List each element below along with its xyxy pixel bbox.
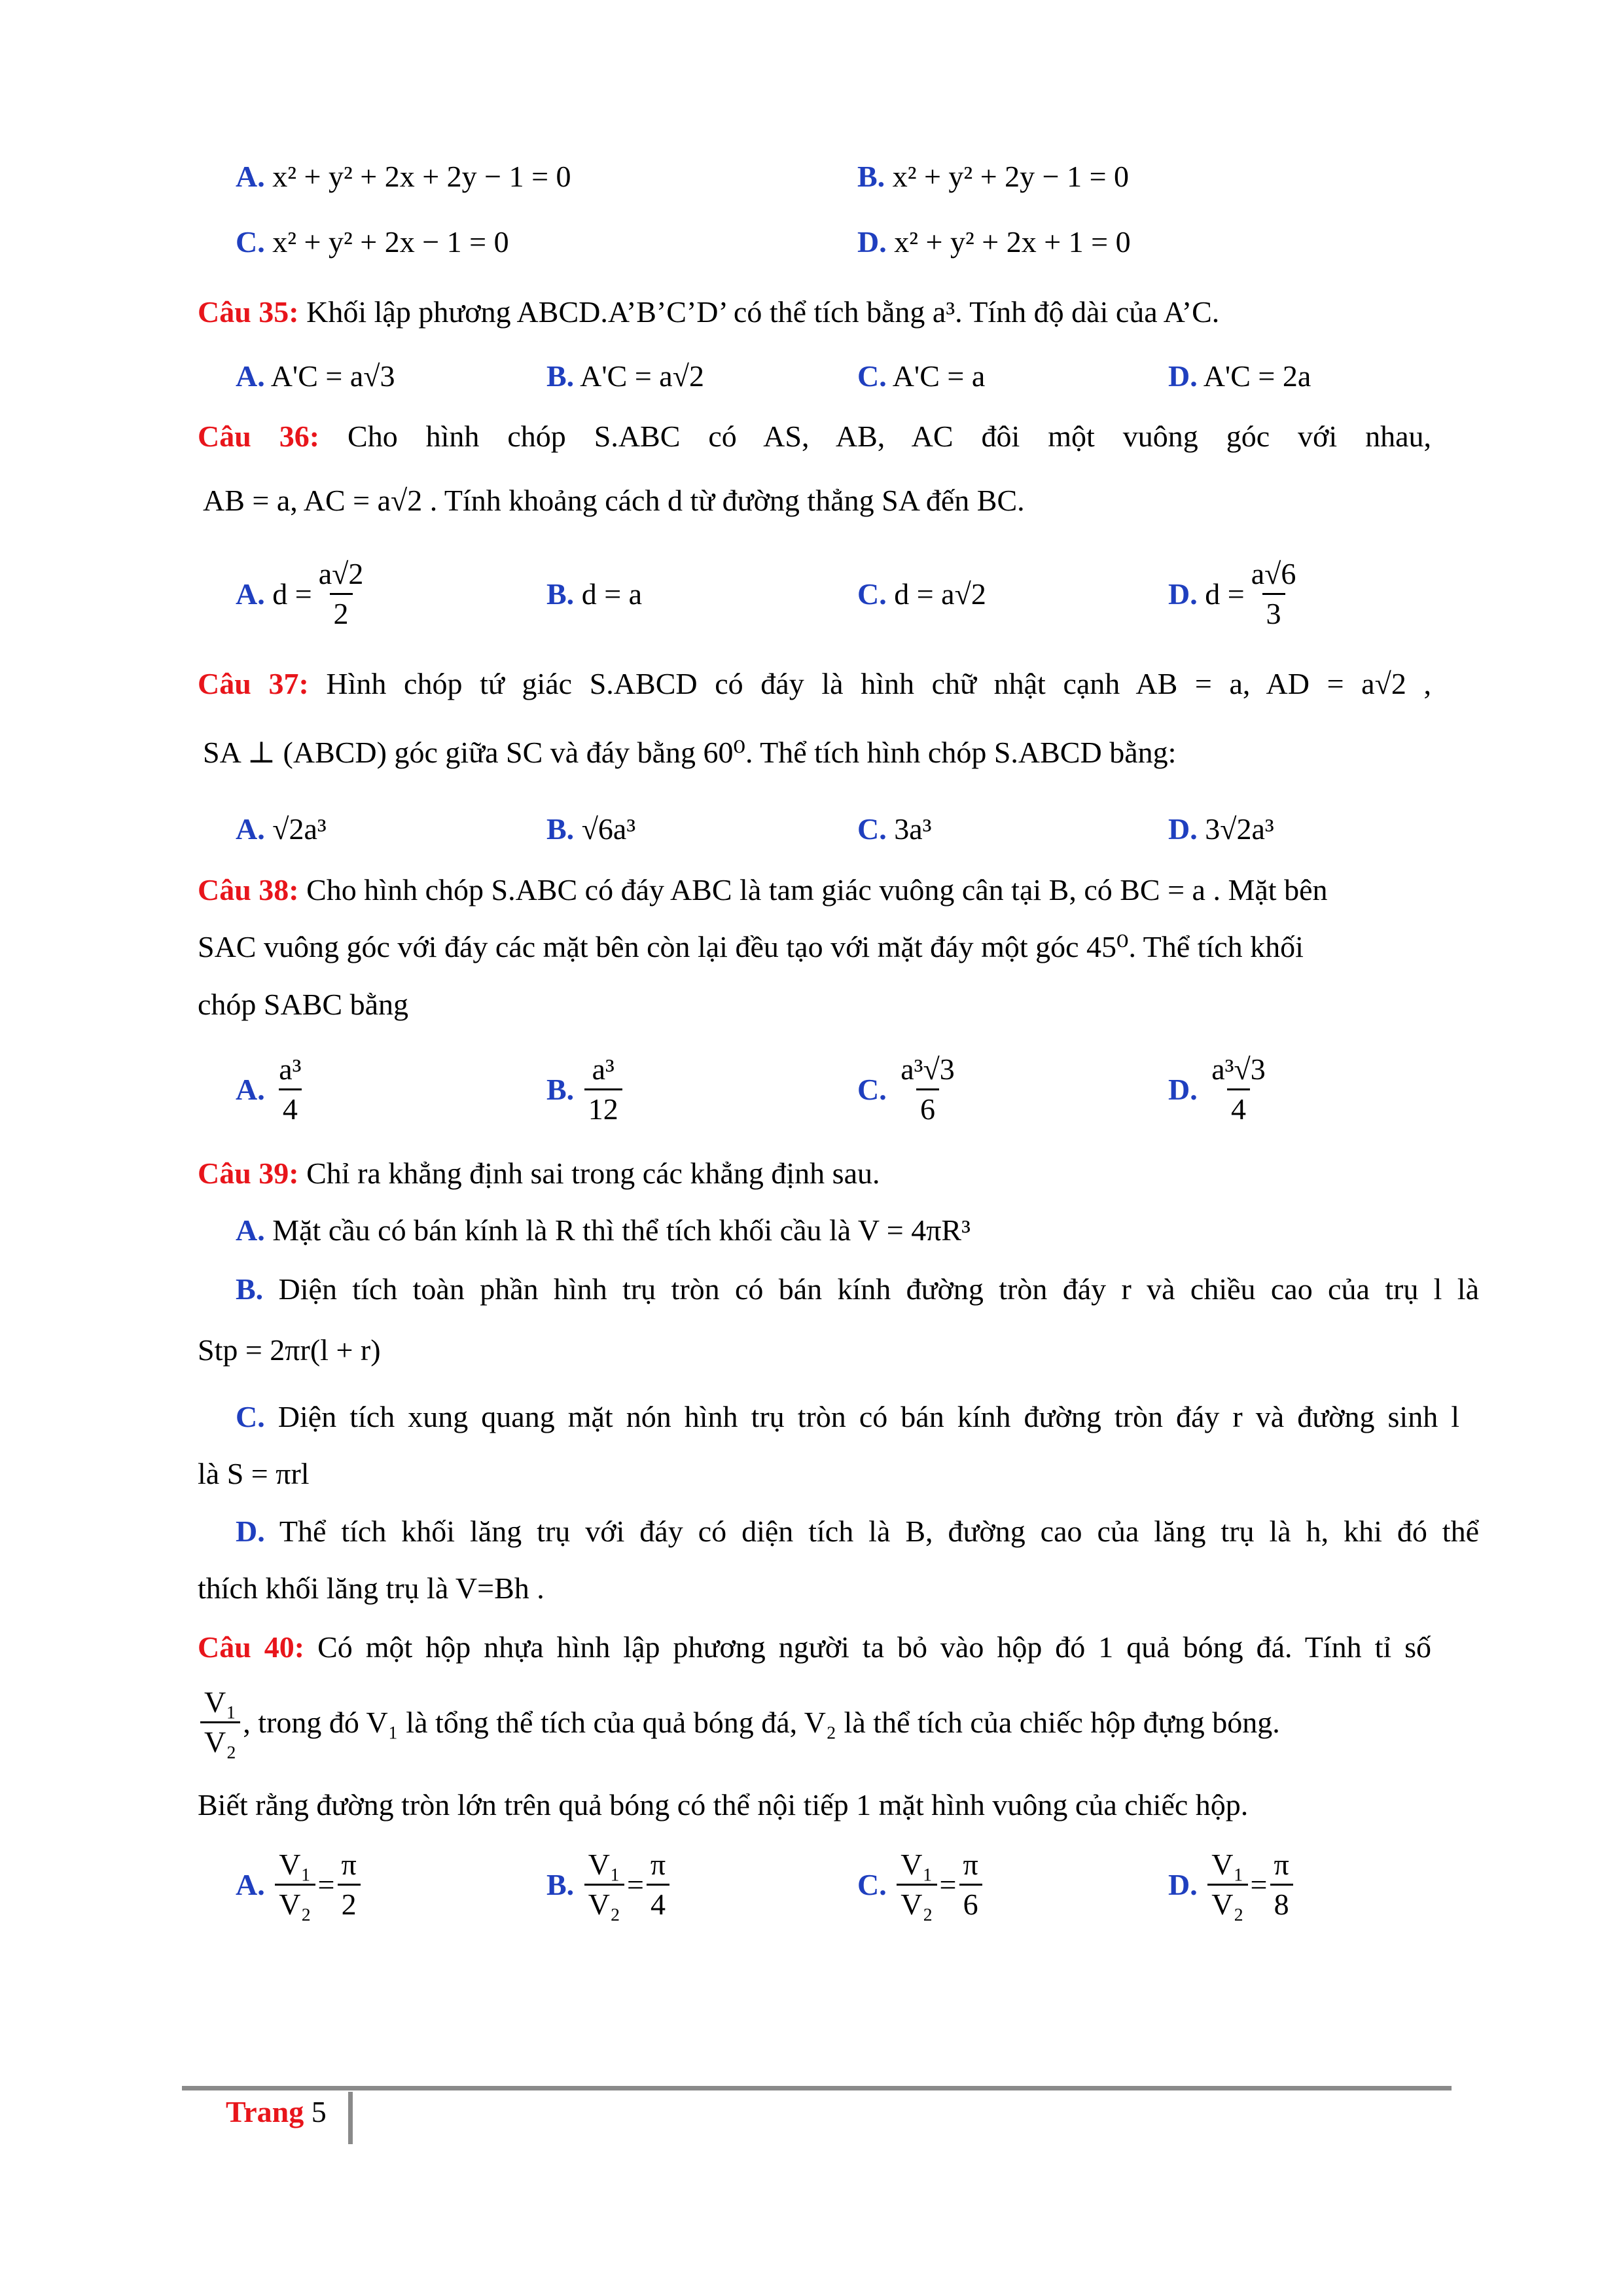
numerator: π (341, 1848, 357, 1881)
q38-option-b (546, 1050, 625, 1128)
option-label: A. (236, 160, 265, 193)
numerator: a³ (279, 1052, 302, 1086)
q38-option-d (1168, 1050, 1272, 1128)
option-lhs: d = (1205, 577, 1245, 611)
option-label: A. (236, 812, 265, 846)
option-label: C. (857, 577, 887, 611)
question-text: , trong đó V₁ là tổng thể tích của quả bóng đá, V₂ là thể tích của chiếc hộp đựng bóng. (243, 1706, 1280, 1739)
option-text: A'C = 2a (1203, 359, 1311, 393)
question-text: SAC vuông góc với đáy các mặt bên còn lại đều tạo với mặt đáy một góc 45⁰. Thể tích khối (198, 930, 1304, 963)
q36-option-c (857, 575, 986, 614)
numerator: V₁ (279, 1848, 312, 1881)
option-text: 3a³ (894, 812, 932, 846)
q37-option-a (236, 810, 327, 849)
option-label: D. (857, 225, 887, 259)
option-text: Stp = 2πr(l + r) (198, 1333, 381, 1367)
q40-stem-line2 (198, 1683, 1280, 1761)
q37-option-c (857, 810, 931, 849)
option-label: D. (236, 1515, 265, 1548)
option-text: A'C = a√2 (580, 359, 704, 393)
question-label: Câu 35: (198, 295, 299, 329)
option-label: A. (236, 359, 265, 393)
option-text: Mặt cầu có bán kính là R thì thể tích khối cầu là V = 4πR³ (272, 1213, 971, 1247)
q36-option-b (546, 575, 642, 614)
option-label: C. (857, 812, 887, 846)
q40-option-b (546, 1846, 672, 1924)
question-text: Cho hình chóp S.ABC có AS, AB, AC đôi một vuông góc với nhau, (348, 420, 1432, 453)
q38-stem-line1 (198, 870, 1328, 910)
q39-option-c-line2 (198, 1454, 310, 1494)
q40-option-a (236, 1846, 363, 1924)
option-label: C. (236, 225, 265, 259)
q38-option-a (236, 1050, 308, 1128)
option-label: B. (546, 812, 575, 846)
question-text: Khối lập phương ABCD.A’B’C’D’ có thể tích bằng a³. Tính độ dài của A’C. (306, 295, 1220, 329)
page-number: 5 (311, 2095, 327, 2128)
q37-stem-line2 (203, 733, 1176, 772)
fraction (337, 1846, 360, 1924)
question-label: Câu 37: (198, 667, 309, 700)
fraction (1270, 1846, 1293, 1924)
q38-stem-line3 (198, 985, 408, 1024)
denominator: 8 (1270, 1884, 1293, 1924)
option-label: D. (1168, 812, 1198, 846)
denominator: 3 (1262, 593, 1285, 633)
denominator: 4 (279, 1088, 302, 1128)
option-label: A. (236, 1073, 265, 1106)
question-text: Cho hình chóp S.ABC có đáy ABC là tam giác vuông cân tại B, có BC = a . Mặt bên (306, 873, 1328, 906)
fraction (959, 1846, 982, 1924)
option-text: Diện tích toàn phần hình trụ tròn có bán kính đường tròn đáy r và chiều cao của trụ l là (278, 1272, 1480, 1306)
q36-stem-line2 (203, 481, 1025, 520)
page-label: Trang (226, 2095, 304, 2128)
question-text: SA ⊥ (ABCD) góc giữa SC và đáy bằng 60⁰. Thể tích hình chóp S.ABCD bằng: (203, 736, 1177, 769)
option-label: D. (1168, 1868, 1198, 1901)
denominator: V₂ (275, 1884, 315, 1924)
question-label: Câu 38: (198, 873, 299, 906)
option-label: D. (1168, 359, 1198, 393)
option-text: √6a³ (581, 812, 636, 846)
option-text: 3√2a³ (1205, 812, 1274, 846)
q38-option-c (857, 1050, 961, 1128)
option-text: A'C = a√3 (270, 359, 395, 393)
q39-option-d-line2 (198, 1569, 544, 1608)
option-label: B. (546, 1868, 575, 1901)
option-label: B. (546, 577, 575, 611)
fraction (315, 555, 368, 633)
numerator: π (963, 1848, 978, 1881)
q34-option-b (857, 157, 1129, 196)
option-text: d = a (581, 577, 643, 611)
denominator: 6 (916, 1088, 939, 1128)
q40-option-c (857, 1846, 985, 1924)
question-text: Hình chóp tứ giác S.ABCD có đáy là hình chữ nhật cạnh AB = a, AD = a√2 , (326, 667, 1431, 700)
page-footer (226, 2094, 327, 2129)
option-text: x² + y² + 2x − 1 = 0 (272, 225, 509, 259)
q39-option-a (236, 1211, 971, 1250)
question-text: Biết rằng đường tròn lớn trên quả bóng có thể nội tiếp 1 mặt hình vuông của chiếc hộp. (198, 1788, 1249, 1821)
equals-sign: = (626, 1868, 644, 1901)
numerator: a³√3 (1211, 1052, 1266, 1086)
footer-rule (182, 2086, 1452, 2090)
q36-stem-line1 (198, 417, 1431, 456)
q35-option-c (857, 357, 985, 396)
option-label: A. (236, 1213, 265, 1247)
fraction (275, 1846, 315, 1924)
fraction (275, 1050, 305, 1128)
option-text: thích khối lăng trụ là V=Bh . (198, 1571, 544, 1605)
option-label: A. (236, 1868, 265, 1901)
option-label: C. (236, 1400, 265, 1433)
option-label: D. (1168, 577, 1198, 611)
fraction (897, 1050, 958, 1128)
question-label: Câu 36: (198, 420, 320, 453)
fraction (897, 1846, 936, 1924)
numerator: π (650, 1848, 666, 1881)
denominator: V₂ (897, 1884, 936, 1924)
q39-option-c-line1 (236, 1397, 1459, 1437)
numerator: π (1274, 1848, 1289, 1881)
fraction (584, 1050, 622, 1128)
denominator: 2 (338, 1884, 361, 1924)
numerator: V₁ (204, 1685, 237, 1719)
option-text: x² + y² + 2x + 2y − 1 = 0 (272, 160, 571, 193)
denominator: 4 (647, 1884, 669, 1924)
q34-option-d (857, 223, 1131, 262)
q35-option-a (236, 357, 395, 396)
denominator: 4 (1227, 1088, 1250, 1128)
question-label: Câu 40: (198, 1630, 305, 1664)
option-text: x² + y² + 2y − 1 = 0 (892, 160, 1130, 193)
numerator: a√2 (318, 557, 364, 590)
q40-option-d (1168, 1846, 1296, 1924)
fraction (1207, 1050, 1269, 1128)
numerator: V₁ (588, 1848, 620, 1881)
q37-option-d (1168, 810, 1274, 849)
q40-stem-line1 (198, 1628, 1431, 1667)
fraction (1207, 1846, 1247, 1924)
q40-stem-line3 (198, 1785, 1248, 1825)
footer-divider (348, 2092, 353, 2144)
numerator: a³ (592, 1052, 615, 1086)
fraction (647, 1846, 669, 1924)
denominator: V₂ (200, 1721, 240, 1761)
option-label: B. (546, 1073, 575, 1106)
numerator: V₁ (901, 1848, 933, 1881)
denominator: 12 (584, 1088, 622, 1128)
question-text: chóp SABC bằng (198, 988, 408, 1021)
option-label: B. (546, 359, 575, 393)
equals-sign: = (317, 1868, 335, 1901)
equals-sign: = (1250, 1868, 1268, 1901)
question-text: Có một hộp nhựa hình lập phương người ta bỏ vào hộp đó 1 quả bóng đá. Tính tỉ số (317, 1630, 1432, 1664)
q39-option-b-line2 (198, 1331, 381, 1370)
denominator: V₂ (1207, 1884, 1247, 1924)
question-text: Chỉ ra khẳng định sai trong các khẳng định sau. (306, 1157, 880, 1190)
option-label: D. (1168, 1073, 1198, 1106)
fraction (584, 1846, 624, 1924)
option-label: B. (236, 1272, 264, 1306)
q35-option-b (546, 357, 704, 396)
option-text: x² + y² + 2x + 1 = 0 (894, 225, 1131, 259)
option-text: √2a³ (272, 812, 327, 846)
q34-option-c (236, 223, 509, 262)
question-text: AB = a, AC = a√2 . Tính khoảng cách d từ đường thẳng SA đến BC. (203, 484, 1025, 517)
option-label: C. (857, 1868, 887, 1901)
q36-option-a (236, 555, 370, 633)
option-label: C. (857, 359, 887, 393)
numerator: V₁ (1211, 1848, 1244, 1881)
option-text: d = a√2 (894, 577, 986, 611)
denominator: V₂ (584, 1884, 624, 1924)
q38-stem-line2 (198, 927, 1304, 967)
denominator: 6 (959, 1884, 982, 1924)
option-label: B. (857, 160, 885, 193)
option-text: Diện tích xung quang mặt nón hình trụ tròn có bán kính đường tròn đáy r và đường sinh l (277, 1400, 1460, 1433)
ratio-fraction (200, 1683, 240, 1761)
denominator: 2 (330, 593, 353, 633)
option-text: A'C = a (892, 359, 986, 393)
q34-option-a (236, 157, 571, 196)
option-label: C. (857, 1073, 887, 1106)
q39-option-b-line1 (236, 1270, 1479, 1309)
q37-stem-line1 (198, 664, 1431, 704)
option-text: là S = πrl (198, 1457, 310, 1490)
q39-option-d-line1 (236, 1512, 1479, 1551)
numerator: a√6 (1251, 557, 1296, 590)
q39-stem (198, 1154, 880, 1193)
question-label: Câu 39: (198, 1157, 299, 1190)
fraction (1247, 555, 1300, 633)
numerator: a³√3 (901, 1052, 955, 1086)
q37-option-b (546, 810, 635, 849)
equals-sign: = (939, 1868, 957, 1901)
option-label: A. (236, 577, 265, 611)
option-lhs: d = (272, 577, 312, 611)
q35-option-d (1168, 357, 1311, 396)
q35-stem (198, 293, 1219, 332)
option-text: Thể tích khối lăng trụ với đáy có diện tích là B, đường cao của lăng trụ là h, khi đó thể (279, 1515, 1479, 1548)
q36-option-d (1168, 555, 1302, 633)
